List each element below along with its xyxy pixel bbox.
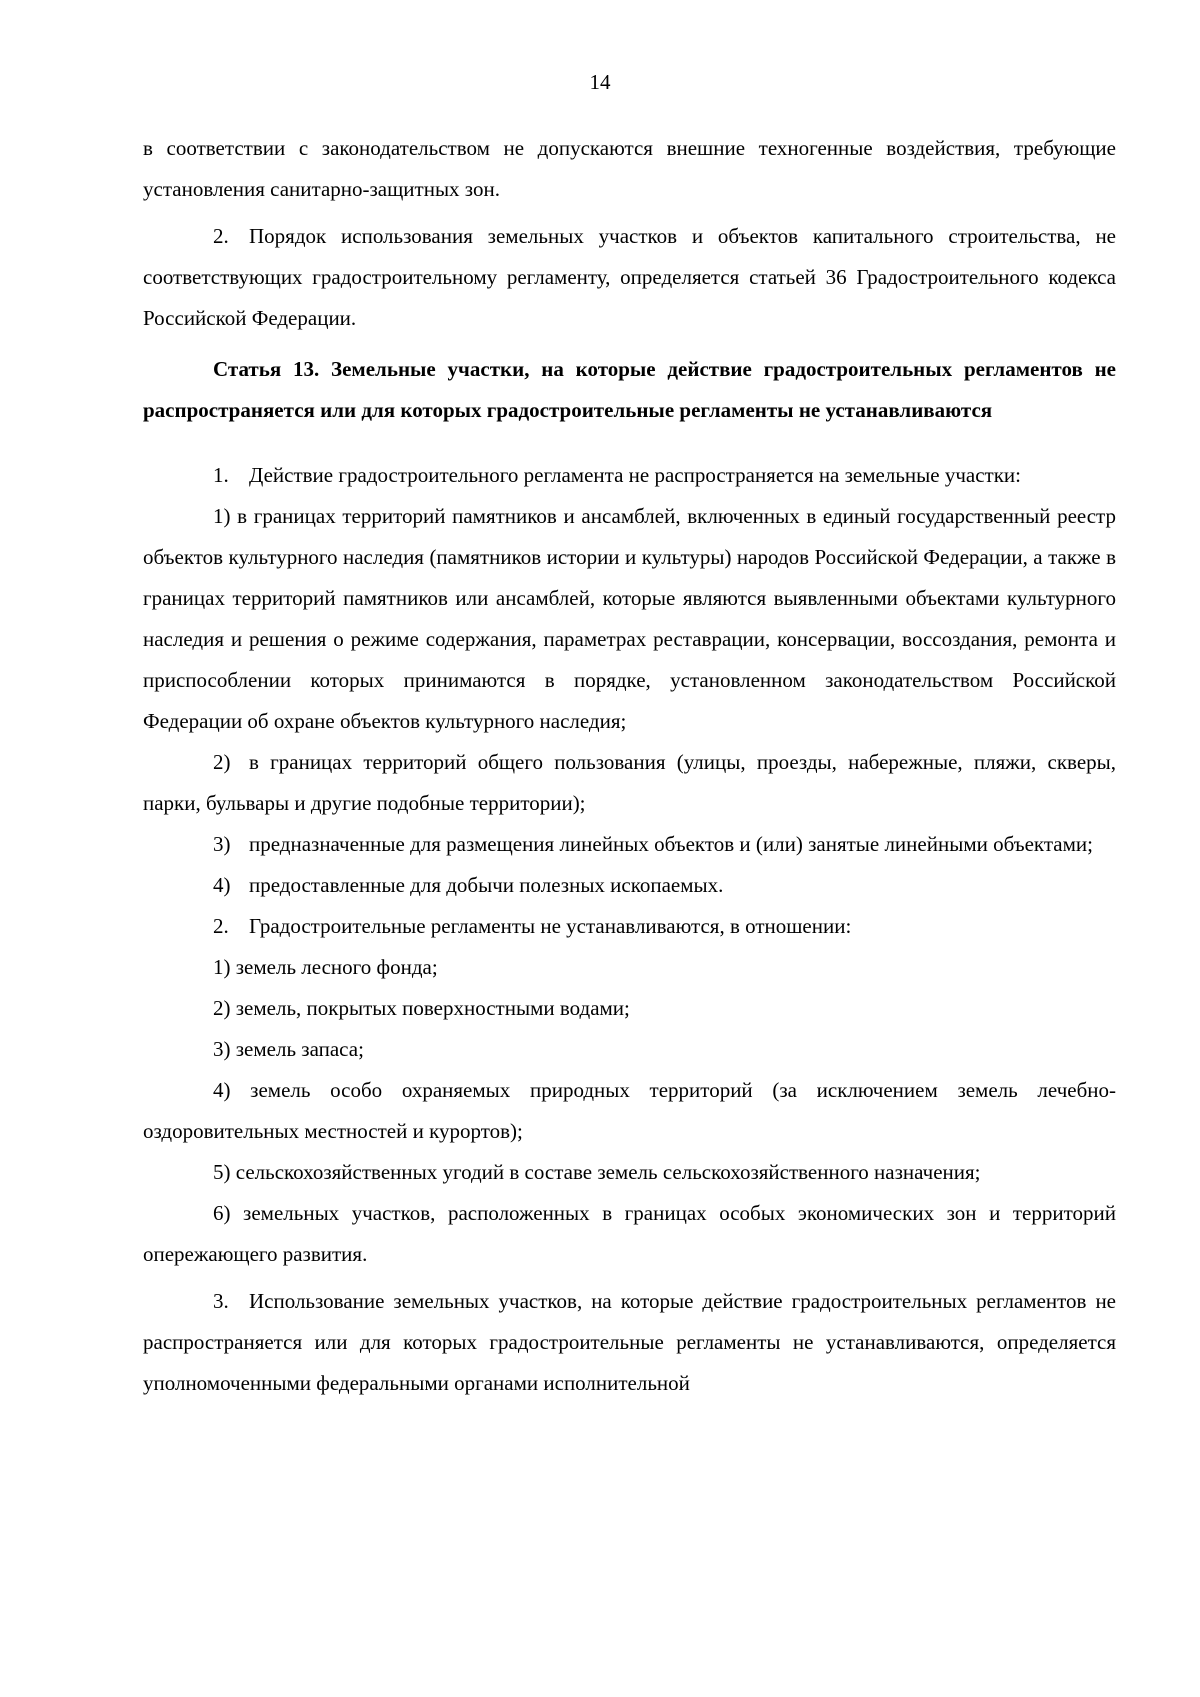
item-number: 3. <box>213 1289 229 1313</box>
item-text: предоставленные для добычи полезных ископаемых. <box>249 873 724 897</box>
item-number: 2. <box>213 914 229 938</box>
list-item-economic-zones: 6) земельных участков, расположенных в границах особых экономических зон и территорий опережающего развития. <box>143 1201 1116 1266</box>
paragraph-item-1 <box>143 455 1116 496</box>
subitem-4 <box>143 865 1116 906</box>
item-number: 1. <box>213 463 229 487</box>
paragraph-item-2b <box>143 906 1116 947</box>
list-item-agricultural: 5) сельскохозяйственных угодий в составе земель сельскохозяйственного назначения; <box>213 1160 981 1184</box>
item-number: 2) <box>213 750 231 774</box>
subitem-2 <box>143 742 1116 824</box>
item-text: Градостроительные регламенты не устанавливаются, в отношении: <box>249 914 852 938</box>
paragraph-continuation: в соответствии с законодательством не допускаются внешние техногенные воздействия, требующие установления санитарно-защитных зон. <box>143 136 1116 201</box>
subitem-3 <box>143 824 1116 865</box>
list-item-water: 2) земель, покрытых поверхностными водами; <box>213 996 630 1020</box>
item-text: Действие градостроительного регламента не распространяется на земельные участки: <box>249 463 1021 487</box>
list-item-reserve: 3) земель запаса; <box>213 1037 364 1061</box>
item-number: 3) <box>213 832 231 856</box>
item-text: в границах территорий общего пользования (улицы, проезды, набережные, пляжи, скверы, парки, бульвары и другие подобные территории); <box>143 750 1116 815</box>
list-item-forest: 1) земель лесного фонда; <box>213 955 438 979</box>
document-body <box>143 128 1116 1404</box>
list-item-protected: 4) земель особо охраняемых природных территорий (за исключением земель лечебно-оздоровительных местностей и курортов); <box>143 1078 1116 1143</box>
item-number: 4) <box>213 873 231 897</box>
item-text: предназначенные для размещения линейных объектов и (или) занятые линейными объектами; <box>249 832 1093 856</box>
page-number: 14 <box>589 70 611 94</box>
item-number: 2. <box>213 224 229 248</box>
paragraph-item-3 <box>143 1281 1116 1404</box>
paragraph-item-2 <box>143 216 1116 339</box>
article-heading: Статья 13. Земельные участки, на которые действие градостроительных регламентов не распространяется или для которых градостроительные регламенты не устанавливаются <box>143 357 1116 422</box>
item-text: Использование земельных участков, на которые действие градостроительных регламентов не распространяется или для которых градостроительные регламенты не устанавливаются, определяется уполномоченными федеральными органами исполнительной <box>143 1289 1116 1395</box>
subitem-1: 1) в границах территорий памятников и ансамблей, включенных в единый государственный реестр объектов культурного наследия (памятников истории и культуры) народов Российской Федерации, а также в границах территорий памятников или ансамблей, которые являются выявленными объектами культурного наследия и решения о режиме содержания, параметрах реставрации, консервации, воссоздания, ремонта и приспособлении которых принимаются в порядке, установленном законодательством Российской Федерации об охране объектов культурного наследия; <box>143 504 1116 733</box>
item-text: Порядок использования земельных участков и объектов капитального строительства, не соответствующих градостроительному регламенту, определяется статьей 36 Градостроительного кодекса Российской Федерации. <box>143 224 1116 330</box>
